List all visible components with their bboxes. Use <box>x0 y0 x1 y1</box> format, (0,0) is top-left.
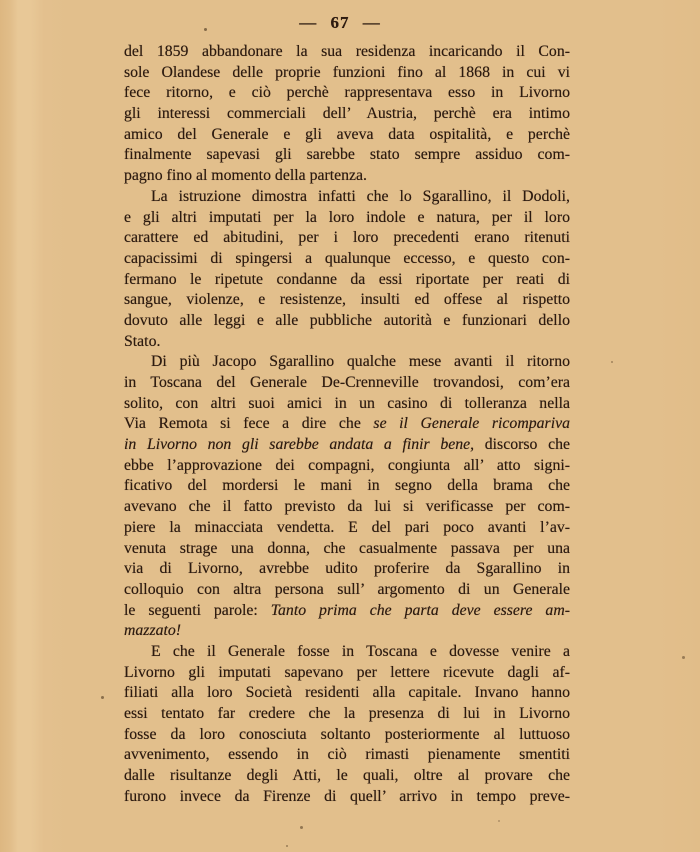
text-line <box>124 394 570 415</box>
text-line <box>124 745 570 766</box>
text-line <box>124 270 570 291</box>
scan-speck <box>300 826 303 829</box>
text-segment: capacissimi di spingersi a qualunque eccesso, e questo con- <box>124 249 570 267</box>
text-line <box>124 373 570 394</box>
text-line <box>124 766 570 787</box>
text-line <box>124 332 570 353</box>
text-segment: solito, con altri suoi amici in un casino di tolleranza nella <box>124 394 570 412</box>
text-line <box>124 249 570 270</box>
text-segment: venuta strage una donna, che casualmente passava per una <box>124 539 570 557</box>
scan-speck <box>101 696 104 699</box>
text-line <box>124 580 570 601</box>
text-segment: del 1859 abbandonare la sua residenza incaricando il Con- <box>124 43 570 60</box>
text-line <box>124 683 570 704</box>
text-segment: dalle risultanze degli Atti, le quali, oltre al provare che <box>124 767 570 785</box>
page-number: — 67 — <box>299 13 381 32</box>
text-line <box>124 518 570 539</box>
text-line <box>124 621 570 642</box>
italic-text-segment: mazzato! <box>124 622 182 640</box>
text-line <box>124 208 570 229</box>
text-segment: ebbe l’approvazione dei compagni, congiunta all’ atto signi- <box>124 456 570 474</box>
text-line <box>124 42 570 63</box>
text-segment: filiati alla loro Società residenti alla capitale. Invano hanno <box>124 684 570 702</box>
text-line <box>124 104 570 125</box>
text-line <box>124 352 570 373</box>
text-line <box>124 166 570 187</box>
text-segment: pagno fino al momento della partenza. <box>124 167 368 185</box>
text-block <box>124 42 570 807</box>
text-segment: E che il Generale fosse in Toscana e dovesse venire a <box>151 642 570 660</box>
text-line <box>124 187 570 208</box>
text-line <box>124 476 570 497</box>
text-line <box>124 725 570 746</box>
text-segment: fece ritorno, e ciò perchè rappresentava esso in Livorno <box>124 84 570 102</box>
text-segment: fosse da loro conosciuta soltanto posteriormente al luttuoso <box>124 725 570 743</box>
text-segment: sangue, violenze, e resistenze, insulti ed offese al rispetto <box>124 291 570 309</box>
text-line <box>124 497 570 518</box>
text-segment: avvenimento, essendo in ciò rimasti pienamente smentiti <box>124 746 570 764</box>
text-line <box>124 63 570 84</box>
text-segment: gli interessi commerciali dell’ Austria, perchè era intimo <box>124 105 570 123</box>
scan-speck <box>498 820 500 822</box>
text-segment: essi tentato far credere che la presenza di lui in Livorno <box>124 705 570 722</box>
text-line <box>124 83 570 104</box>
scan-speck <box>204 28 207 31</box>
scan-speck <box>286 845 288 847</box>
text-segment: in Toscana del Generale De-Crenneville trovandosi, com’era <box>124 374 570 391</box>
scan-speck <box>611 361 613 363</box>
text-segment: dovuto alle leggi e alle pubbliche autorità e funzionari dello <box>124 311 570 329</box>
text-segment: Via Remota si fece a dire che <box>124 415 374 433</box>
text-segment: e gli altri imputati per la loro indole e natura, per il loro <box>124 208 570 226</box>
text-segment: finalmente sapevasi gli sarebbe stato sempre assiduo com- <box>124 146 570 164</box>
text-segment: Stato. <box>124 332 161 350</box>
text-line <box>124 311 570 332</box>
italic-text-segment: in Livorno non gli sarebbe andata a finir bene, <box>124 436 475 454</box>
text-segment: furono invece da Firenze di quell’ arrivo in tempo preve- <box>124 787 570 805</box>
text-segment: avevano che il fatto previsto da lui si verificasse per com- <box>124 498 570 516</box>
text-line <box>124 787 570 808</box>
text-line <box>124 145 570 166</box>
italic-text-segment: se il Generale ricompariva <box>373 415 570 433</box>
text-segment: piere la minacciata vendetta. E del pari poco avanti l’av- <box>124 518 570 536</box>
text-segment: La istruzione dimostra infatti che lo Sgarallino, il Dodoli, <box>151 187 570 205</box>
text-line <box>124 125 570 146</box>
text-segment: le seguenti parole: <box>124 601 271 619</box>
text-line <box>124 559 570 580</box>
scan-speck <box>682 656 685 659</box>
text-line <box>124 456 570 477</box>
italic-text-segment: Tanto prima che parta deve essere am- <box>270 601 570 619</box>
text-segment: carattere ed abitudini, per i loro precedenti erano ritenuti <box>124 229 570 247</box>
text-line <box>124 290 570 311</box>
text-segment: discorso che <box>474 436 570 454</box>
text-segment: colloquio con altra persona sull’ argomento di un Generale <box>124 580 570 598</box>
text-line <box>124 539 570 560</box>
text-line <box>124 704 570 725</box>
text-segment: sole Olandese delle proprie funzioni fino al 1868 in cui vi <box>124 63 570 81</box>
text-line <box>124 642 570 663</box>
text-line <box>124 601 570 622</box>
text-segment: amico del Generale e gli aveva data ospitalità, e perchè <box>124 125 570 143</box>
text-line <box>124 435 570 456</box>
text-line <box>124 228 570 249</box>
text-segment: via di Livorno, avrebbe udito proferire da Sgarallino in <box>124 560 570 578</box>
text-line <box>124 663 570 684</box>
text-segment: fermano le ripetute condanne da essi riportate per reati di <box>124 270 570 288</box>
text-segment: ficativo del mordersi le mani in segno della brama che <box>124 477 570 495</box>
text-segment: Livorno gli imputati sapevano per lettere ricevute dagli af- <box>124 663 570 681</box>
text-line <box>124 414 570 435</box>
text-segment: Di più Jacopo Sgarallino qualche mese avanti il ritorno <box>151 353 570 371</box>
